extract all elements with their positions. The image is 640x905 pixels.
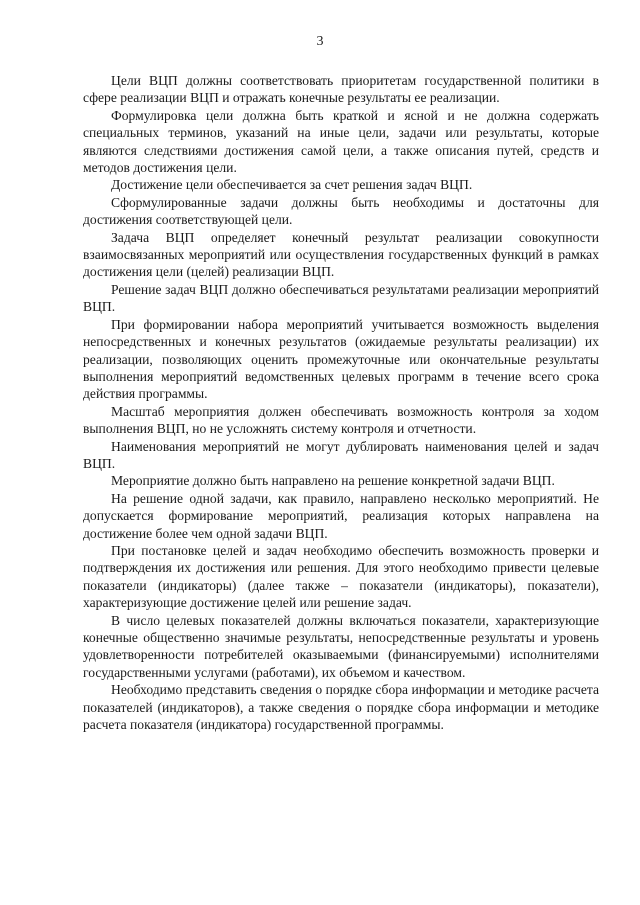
- paragraph: Сформулированные задачи должны быть необходимы и достаточны для достижения соответствующей цели.: [83, 194, 599, 228]
- paragraph: При постановке целей и задач необходимо обеспечить возможность проверки и подтверждения их достижения или решения. Для этого необходимо привести целевые показатели (индикаторы) (далее также – показатели (индикаторы), показатели), характеризующие достижение целей или решение задач.: [83, 542, 599, 611]
- paragraph: Масштаб мероприятия должен обеспечивать возможность контроля за ходом выполнения ВЦП, но не усложнять систему контроля и отчетности.: [83, 403, 599, 437]
- paragraph: Мероприятие должно быть направлено на решение конкретной задачи ВЦП.: [111, 473, 555, 489]
- paragraph: Цели ВЦП должны соответствовать приоритетам государственной политики в сфере реализации ВЦП и отражать конечные результаты ее реализации.: [83, 73, 599, 106]
- paragraph: При формировании набора мероприятий учитывается возможность выделения непосредственных и конечных результатов (ожидаемые результаты реализации) их реализации, позволяющих оценить промежуточные или окончательные результаты выполнения мероприятий ведомственных целевых программ в течение всего срока действия программы.: [83, 316, 599, 402]
- document-body: [83, 72, 599, 733]
- paragraph: Формулировка цели должна быть краткой и ясной и не должна содержать специальных терминов, указаний на иные цели, задачи или результаты, которые являются следствиями достижения самой цели, а также описания путей, средств и методов достижения цели.: [83, 107, 599, 176]
- paragraph: Решение задач ВЦП должно обеспечиваться результатами реализации мероприятий ВЦП.: [83, 281, 599, 315]
- paragraph: Задача ВЦП определяет конечный результат реализации совокупности взаимосвязанных мероприятий или осуществления государственных функций в рамках достижения цели (целей) реализации ВЦП.: [83, 229, 599, 280]
- paragraph: В число целевых показателей должны включаться показатели, характеризующие конечные общественно значимые результаты, непосредственные результаты и уровень удовлетворенности потребителей оказываемыми (финансируемыми) исполнителями государственными услугами (работами), их объемом и качеством.: [83, 612, 599, 680]
- paragraph: Необходимо представить сведения о порядке сбора информации и методике расчета показателей (индикаторов), а также сведения о порядке сбора информации и методике расчета показателя (индикатора) государственной программы.: [83, 682, 599, 733]
- page-number: 3: [316, 34, 324, 49]
- paragraph: Наименования мероприятий не могут дублировать наименования целей и задач ВЦП.: [83, 438, 599, 471]
- paragraph: Достижение цели обеспечивается за счет решения задач ВЦП.: [111, 177, 473, 193]
- paragraph: На решение одной задачи, как правило, направлено несколько мероприятий. Не допускается формирование мероприятий, реализация которых направлена на достижение более чем одной задачи ВЦП.: [83, 490, 599, 541]
